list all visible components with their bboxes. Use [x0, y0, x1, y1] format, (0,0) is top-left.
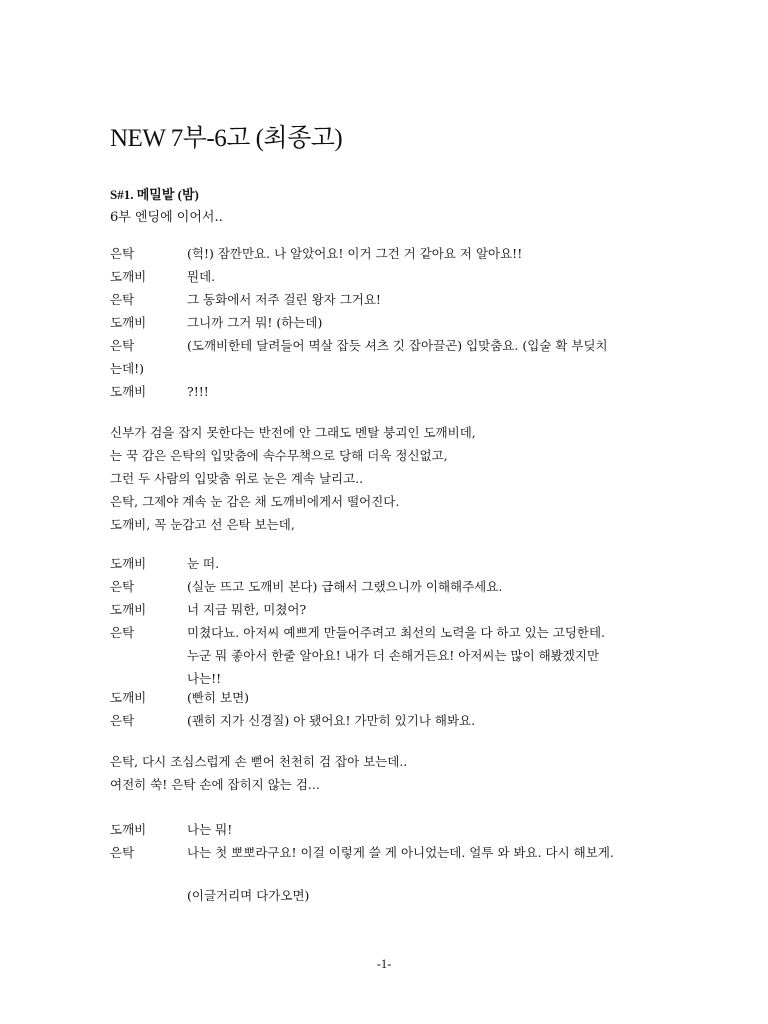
speaker: 도깨비	[110, 556, 147, 571]
stage-direction: (이글거리며 다가오면)	[187, 888, 310, 903]
dialogue-continuation: 는데!)	[110, 361, 145, 376]
page-number: -1-	[376, 957, 392, 971]
speaker: 도깨비	[110, 602, 147, 617]
dialogue: (실눈 뜨고 도깨비 본다) 급해서 그랬으니까 이해해주세요.	[187, 579, 503, 594]
narration-line: 그런 두 사람의 입맞춤 위로 눈은 계속 날리고..	[110, 471, 364, 486]
page-title: NEW 7부-6고 (최종고)	[110, 125, 343, 152]
speaker: 도깨비	[110, 822, 147, 837]
speaker: 도깨비	[110, 384, 147, 399]
speaker: 은탁	[110, 845, 135, 860]
dialogue: (헉!) 잠깐만요. 나 알았어요! 이거 그건 거 같아요 저 알아요!!	[187, 246, 523, 261]
speaker: 도깨비	[110, 269, 147, 284]
narration-line: 신부가 검을 잡지 못한다는 반전에 안 그래도 멘탈 붕괴인 도깨비데,	[110, 425, 476, 440]
dialogue: (괜히 지가 신경질) 아 됐어요! 가만히 있기나 해봐요.	[187, 713, 476, 728]
scene-heading: S#1. 메밀밭 (밤)	[110, 187, 199, 202]
speaker: 은탁	[110, 246, 135, 261]
speaker: 은탁	[110, 338, 135, 353]
speaker: 도깨비	[110, 690, 147, 705]
dialogue: 미쳤다뇨. 아저씨 예쁘게 만들어주려고 최선의 노력을 다 하고 있는 고딩한테.	[187, 625, 606, 640]
dialogue-continuation: 나는!!	[187, 671, 222, 686]
speaker: 은탁	[110, 625, 135, 640]
narration-line: 도깨비, 꼭 눈감고 선 은탁 보는데,	[110, 517, 295, 532]
narration-line: 여전히 쑥! 은탁 손에 잡히지 않는 검...	[110, 777, 320, 792]
dialogue: 눈 떠.	[187, 556, 220, 571]
narration-line: 은탁, 다시 조심스럽게 손 뻗어 천천히 검 잡아 보는데..	[110, 754, 408, 769]
speaker: 도깨비	[110, 315, 147, 330]
dialogue-continuation: 누군 뭐 좋아서 한줄 알아요! 내가 더 손해거든요! 아저씨는 많이 해봤겠지만	[187, 648, 600, 663]
speaker: 은탁	[110, 713, 135, 728]
dialogue: 그니까 그거 뭐! (하는데)	[187, 315, 323, 330]
dialogue: (도깨비한테 달려들어 멱살 잡듯 셔츠 깃 잡아끌곤) 입맞춤요. (입술 확 부딪치	[187, 338, 608, 353]
narration-line: 는 꾹 감은 은탁의 입맞춤에 속수무책으로 당해 더욱 정신없고,	[110, 448, 448, 463]
dialogue: 나는 첫 뽀뽀라구요! 이걸 이렇게 쓸 게 아니었는데. 얼투 와 봐요. 다시 해보게.	[187, 845, 614, 860]
scene-intro: 6부 엔딩에 이어서..	[110, 210, 223, 225]
speaker: 은탁	[110, 579, 135, 594]
narration-line: 은탁, 그제야 계속 눈 감은 채 도깨비에게서 떨어진다.	[110, 494, 400, 509]
dialogue: 그 동화에서 저주 걸린 왕자 그거요!	[187, 292, 381, 307]
dialogue: 너 지금 뭐한, 미쳤어?	[187, 602, 307, 617]
dialogue: 나는 뭐!	[187, 822, 233, 837]
dialogue: ?!!!	[187, 384, 209, 399]
dialogue: 뭔데.	[187, 269, 216, 284]
dialogue: (빤히 보면)	[187, 690, 250, 705]
speaker: 은탁	[110, 292, 135, 307]
